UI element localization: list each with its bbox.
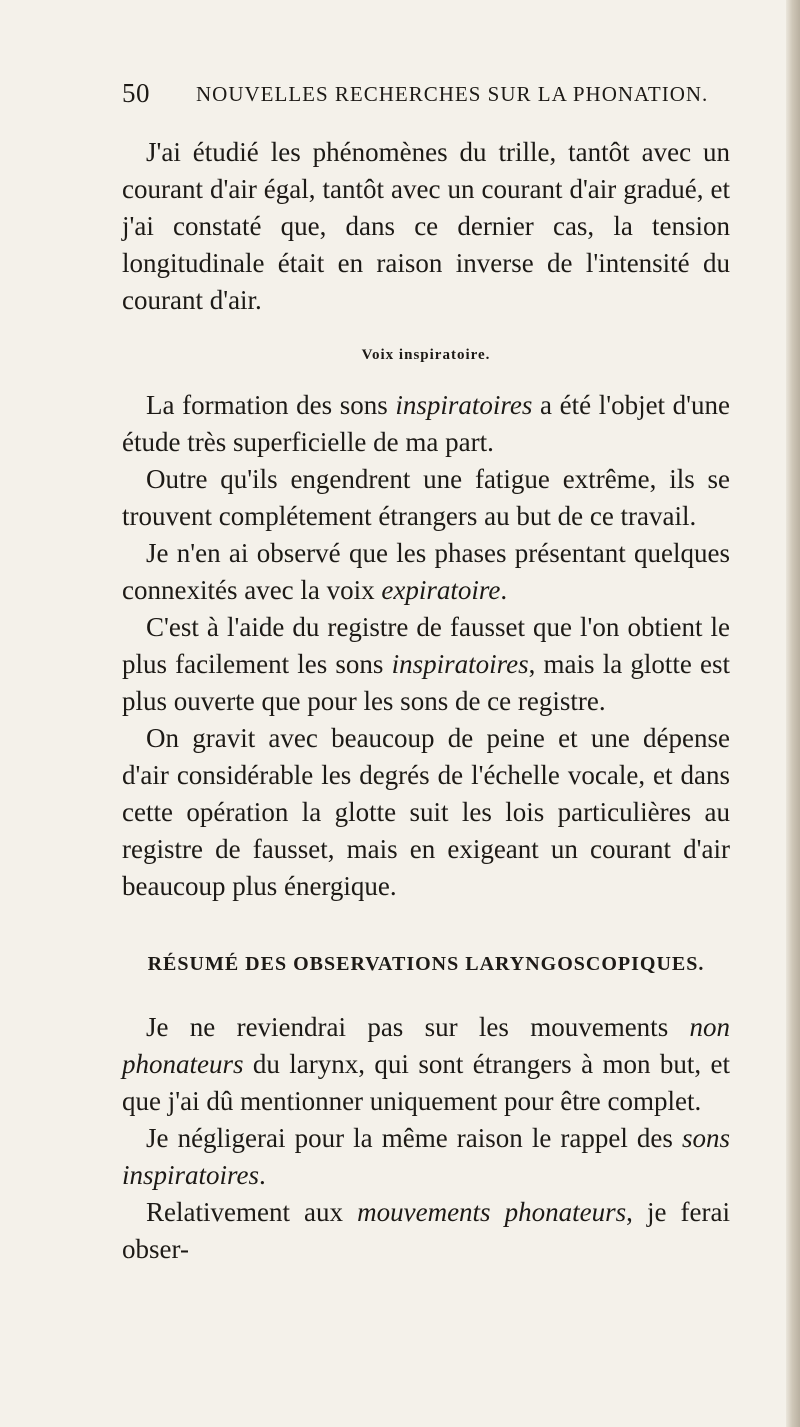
text-run: a été l'objet d'une étude très superficielle de ma part. [122,390,731,457]
paragraph-echelle-vocale: On gravit avec beaucoup de peine et une dépense d'air considérable les degrés de l'échelle vocale, et dans cette opération la glotte suit les lois particulières au registre de fausset, mais en exigeant un courant d'air beaucoup plus énergique. [122,723,730,901]
paragraph-fatigue: Outre qu'ils engendrent une fatigue extrême, ils se trouvent complétement étrangers au but de ce travail. [122,464,730,531]
paragraph-registre-fausset [122,609,730,720]
page-edge-shadow [786,0,800,1427]
text-run: , mais la glotte est plus ouverte que pour les sons de ce registre. [122,649,730,716]
text-run: . [500,575,508,605]
page-number: 50 [122,78,150,108]
text-run: du larynx, qui sont étrangers à mon but, et que j'ai dû mentionner uniquement pour être complet. [122,1049,730,1116]
italic-term: inspiratoires [391,649,529,679]
paragraph-formation [122,387,730,461]
text-run: C'est à l'aide du registre de fausset que l'on obtient le plus facilement les sons [122,612,730,679]
italic-term: inspiratoires [395,390,533,420]
paragraph-mouvements-phonateurs [122,1194,730,1268]
text-run: , je ferai obser- [122,1197,731,1264]
italic-term: mouvements phonateurs [357,1197,627,1227]
body-text [122,134,730,1268]
italic-term: sons inspiratoires [122,1123,730,1190]
text-run: Je négligerai pour la même raison le rappel des [146,1123,682,1153]
italic-term: expiratoire [381,575,501,605]
text-run: La formation des sons [146,390,396,420]
text-run: Relativement aux [146,1197,358,1227]
paragraph-phases [122,535,730,609]
text-run: Je n'en ai observé que les phases présentant quelques connexités avec la voix [122,538,730,605]
paragraph-trille: J'ai étudié les phénomènes du trille, tantôt avec un courant d'air égal, tantôt avec un courant d'air gradué, et j'ai constaté que, dans ce dernier cas, la tension longitudinale était en raison inverse de l'intensité du courant d'air. [122,137,730,315]
text-run: . [259,1160,266,1190]
page-header [122,78,722,118]
paragraph-non-phonateurs [122,1009,730,1120]
text-run: Je ne reviendrai pas sur les mouvements [146,1012,690,1042]
paragraph-negligerai [122,1120,730,1194]
running-title: NOUVELLES RECHERCHES SUR LA PHONATION. [196,82,709,106]
section-heading-resume: RÉSUMÉ DES OBSERVATIONS LARYNGOSCOPIQUES. [147,953,705,975]
italic-term: non phonateurs [122,1012,730,1079]
section-heading-voix-inspiratoire: Voix inspiratoire. [361,347,491,363]
